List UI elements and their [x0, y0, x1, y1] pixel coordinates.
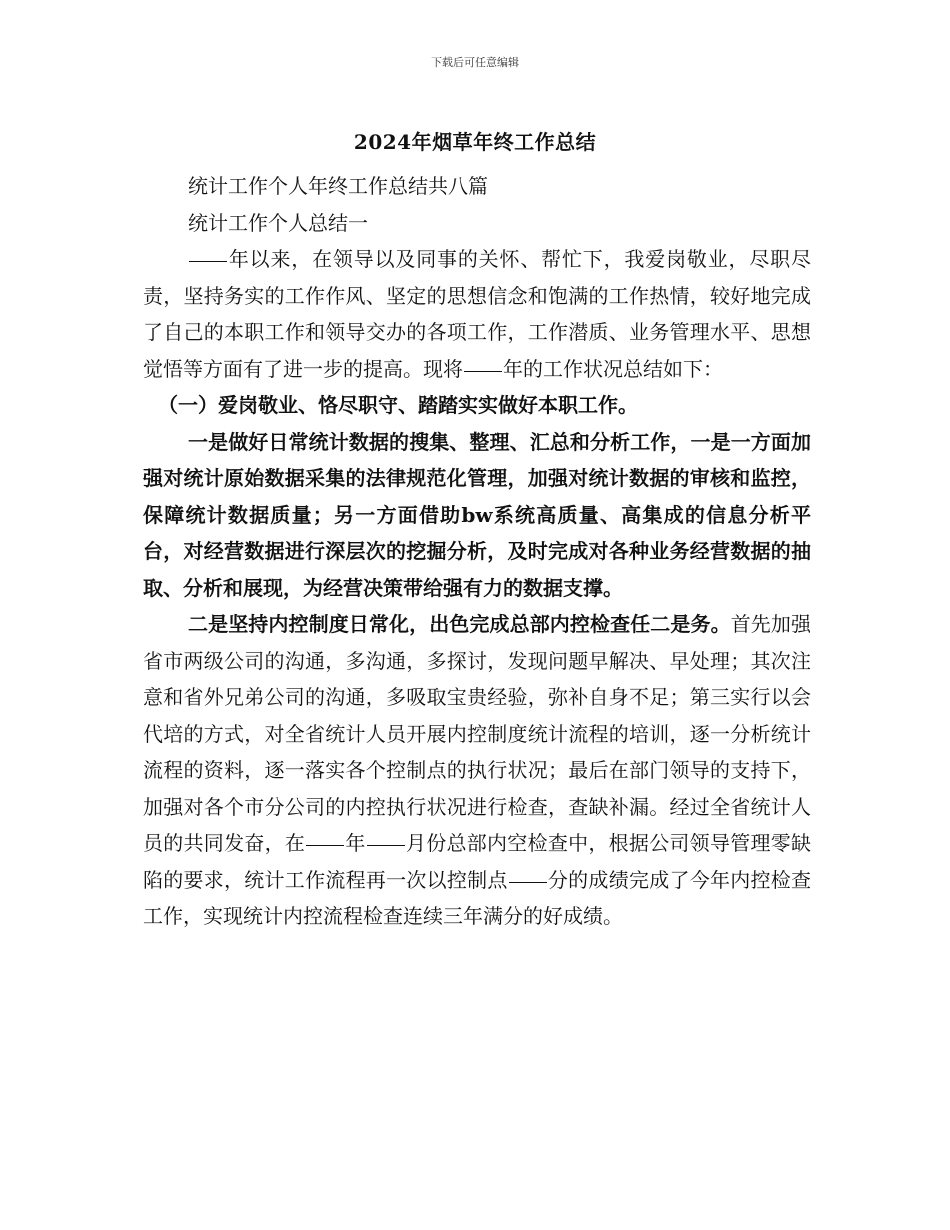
- document-title: 2024年烟草年终工作总结: [353, 130, 597, 154]
- paragraph-two-lead: 二是坚持内控制度日常化，出色完成总部内控检查任二是务。: [188, 612, 731, 636]
- fill-in-blank: [306, 844, 344, 846]
- fill-in-blank: [464, 370, 502, 372]
- header-note: 下载后可任意编辑: [431, 56, 519, 69]
- subtitle-line: 统计工作个人年终工作总结共八篇: [188, 174, 488, 198]
- paragraph-two-text-2: 年: [345, 831, 366, 855]
- fill-in-blank: [367, 844, 405, 846]
- intro-text-1: 年以来，在领导以及同事的关怀、帮忙下，我爱岗敬业，尽职尽责，坚持务实的工作作风、坚定的思想信念和饱满的工作热情，较好地完成了自己的本职工作和领导交办的各项工作，工作潜质、业务管理水平、思想觉悟等方面有了进一步的提高。现将: [143, 247, 811, 381]
- intro-paragraph: [143, 241, 811, 387]
- section-heading: （一）爱岗敬业、恪尽职守、踏踏实实做好本职工作。: [158, 393, 638, 417]
- paragraph-two: [143, 606, 811, 935]
- paragraph-two-text-4: 分的成绩完成了今年内控检查工作，实现统计内控流程检查连续三年满分的好成绩。: [143, 867, 812, 928]
- paragraph-two-text-3: 月份总部内空检查中，根据公司领导管理零缺陷的要求，统计工作流程再一次以控制点: [143, 831, 812, 892]
- fill-in-blank: [189, 260, 227, 262]
- paragraph-one: 一是做好日常统计数据的搜集、整理、汇总和分析工作，一是一方面加强对统计原始数据采集的法律规范化管理，加强对统计数据的审核和监控，保障统计数据质量；另一方面借助bw系统高质量、高集成的信息分析平台，对经营数据进行深层次的挖掘分析，及时完成对各种业务经营数据的抽取、分析和展现，为经营决策带给强有力的数据支撑。: [143, 429, 811, 600]
- paragraph-two-text-1: 首先加强省市两级公司的沟通，多沟通，多探讨，发现问题早解决、早处理；其次注意和省外兄弟公司的沟通，多吸取宝贵经验，弥补自身不足；第三实行以会代培的方式，对全省统计人员开展内控制度统计流程的培训，逐一分析统计流程的资料，逐一落实各个控制点的执行状况；最后在部门领导的支持下，加强对各个市分公司的内控执行状况进行检查，查缺补漏。经过全省统计人员的共同发奋，在: [143, 612, 812, 855]
- document-body: [143, 168, 811, 935]
- intro-text-2: 年的工作状况总结如下：: [503, 356, 723, 381]
- section-subtitle: 统计工作个人总结一: [188, 210, 368, 235]
- fill-in-blank: [509, 881, 547, 883]
